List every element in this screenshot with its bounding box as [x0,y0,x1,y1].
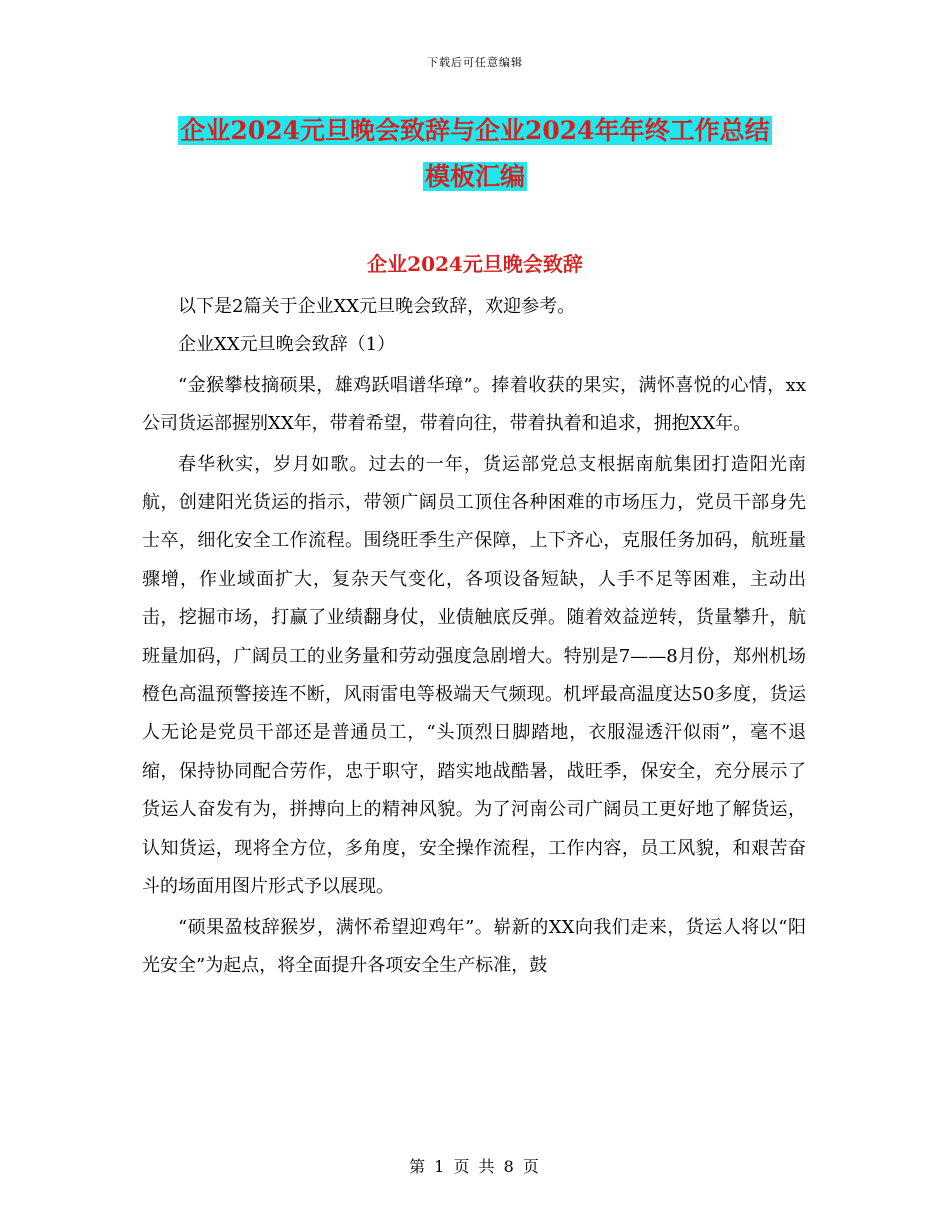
paragraph-outlook: “硕果盈枝辞猴岁，满怀希望迎鸡年”。崭新的XX向我们走来，货运人将以“阳光安全”为起点，将全面提升各项安全生产标准，鼓 [142,916,806,976]
title-line-2: 模板汇编 [424,162,525,191]
document-title [0,108,950,200]
section-title: 企业2024元旦晚会致辞 [367,252,583,276]
page-number: 第 1 页 共 8 页 [409,1157,541,1176]
page-header-note: 下载后可任意编辑 [427,56,523,69]
paragraph-intro: 以下是2篇关于企业XX元旦晚会致辞，欢迎参考。 [178,296,576,317]
paragraph-review: 春华秋实，岁月如歌。过去的一年，货运部党总支根据南航集团打造阳光南航，创建阳光货运的指示，带领广阔员工顶住各种困难的市场压力，党员干部身先士卒，细化安全工作流程。围绕旺季生产保障，上下齐心，克服任务加码，航班量骤增，作业域面扩大，复杂天气变化，各项设备短缺，人手不足等困难，主动出击，挖掘市场，打赢了业绩翻身仗，业债触底反弹。随着效益逆转，货量攀升，航班量加码，广阔员工的业务量和劳动强度急剧增大。特别是7——8月份，郑州机场橙色高温预警接连不断，风雨雷电等极端天气频现。机坪最高温度达50多度，货运人无论是党员干部还是普通员工，“头顶烈日脚踏地，衣服湿透汗似雨”，毫不退缩，保持协同配合劳作，忠于职守，踏实地战酷暑，战旺季，保安全，充分展示了货运人奋发有为，拼搏向上的精神风貌。为了河南公司广阔员工更好地了解货运，认知货运，现将全方位，多角度，安全操作流程，工作内容，员工风貌，和艰苦奋斗的场面用图片形式予以展现。 [142,453,806,898]
title-line-1: 企业2024元旦晚会致辞与企业2024年年终工作总结 [180,116,770,145]
paragraph-subheading: 企业XX元旦晚会致辞（1） [178,334,396,356]
document-body [142,288,806,985]
paragraph-opening: “金猴攀枝摘硕果，雄鸡跃唱谱华璋”。捧着收获的果实，满怀喜悦的心情，xx公司货运部握别XX年，带着希望，带着向往，带着执着和追求，拥抱XX年。 [142,374,806,435]
